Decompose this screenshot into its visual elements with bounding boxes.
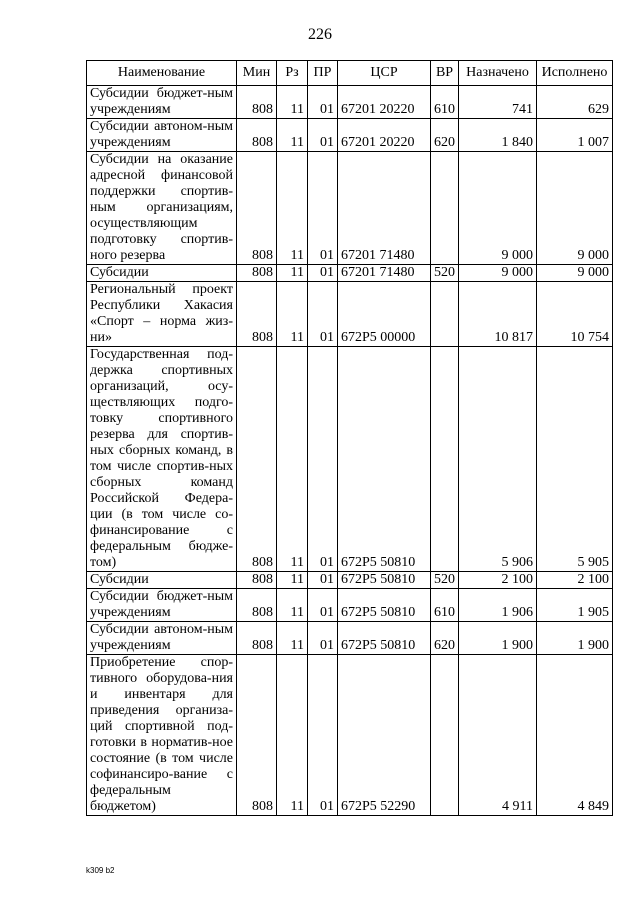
row-vr: 610: [431, 589, 459, 622]
row-executed: 1 905: [537, 589, 613, 622]
header-csr: ЦСР: [338, 61, 431, 86]
row-csr: 67201 71480: [338, 265, 431, 282]
row-executed: 5 905: [537, 347, 613, 572]
row-assigned: 10 817: [459, 282, 537, 347]
row-csr: 672P5 50810: [338, 347, 431, 572]
table-row: [87, 347, 613, 572]
row-vr: [431, 152, 459, 265]
row-rz: 11: [277, 86, 308, 119]
table-row: [87, 265, 613, 282]
row-csr: 67201 20220: [338, 86, 431, 119]
row-pr: 01: [308, 265, 338, 282]
row-csr: 67201 71480: [338, 152, 431, 265]
table-row: [87, 589, 613, 622]
header-executed: Исполнено: [537, 61, 613, 86]
row-vr: 620: [431, 622, 459, 655]
row-name: Субсидии бюджет-ным учреждениям: [87, 589, 237, 622]
row-pr: 01: [308, 152, 338, 265]
header-name: Наименование: [87, 61, 237, 86]
row-rz: 11: [277, 572, 308, 589]
row-assigned: 1 900: [459, 622, 537, 655]
row-min: 808: [237, 622, 277, 655]
row-pr: 01: [308, 282, 338, 347]
row-assigned: 9 000: [459, 152, 537, 265]
row-min: 808: [237, 655, 277, 816]
row-csr: 67201 20220: [338, 119, 431, 152]
row-executed: 2 100: [537, 572, 613, 589]
row-vr: [431, 347, 459, 572]
row-min: 808: [237, 86, 277, 119]
table-header-row: [87, 61, 613, 86]
row-csr: 672P5 50810: [338, 572, 431, 589]
budget-table: [86, 60, 613, 816]
table-row: [87, 119, 613, 152]
row-rz: 11: [277, 282, 308, 347]
row-rz: 11: [277, 622, 308, 655]
row-executed: 10 754: [537, 282, 613, 347]
row-name: Государственная под-держка спортивных организаций, осу-ществляющих подго-товку спортивного резерва для спортив-ных сборных команд, в том числе спортив-ных сборных команд Российской Федера-ции (в том числе со-финансирование с федеральным бюдже-том): [87, 347, 237, 572]
row-name: Субсидии бюджет-ным учреждениям: [87, 86, 237, 119]
row-assigned: 1 906: [459, 589, 537, 622]
row-csr: 672P5 50810: [338, 589, 431, 622]
row-min: 808: [237, 282, 277, 347]
row-executed: 1 007: [537, 119, 613, 152]
row-executed: 9 000: [537, 152, 613, 265]
row-pr: 01: [308, 119, 338, 152]
row-assigned: 9 000: [459, 265, 537, 282]
row-vr: 520: [431, 572, 459, 589]
row-name: Приобретение спор-тивного оборудова-ния и инвентаря для приведения организа-ций спортивной под-готовки в норматив-ное состояние (в том числе софинансиро-вание с федеральным бюджетом): [87, 655, 237, 816]
row-min: 808: [237, 119, 277, 152]
row-assigned: 1 840: [459, 119, 537, 152]
row-name: Субсидии на оказание адресной финансовой поддержки спортив-ным организациям, осуществляющим подготовку спортив-ного резерва: [87, 152, 237, 265]
row-name: Субсидии: [87, 572, 237, 589]
table-row: [87, 86, 613, 119]
row-vr: 520: [431, 265, 459, 282]
header-pr: ПР: [308, 61, 338, 86]
row-min: 808: [237, 265, 277, 282]
row-name: Субсидии автоном-ным учреждениям: [87, 119, 237, 152]
row-pr: 01: [308, 655, 338, 816]
footer-code: k309 b2: [86, 866, 115, 875]
row-assigned: 2 100: [459, 572, 537, 589]
row-executed: 629: [537, 86, 613, 119]
page-number: 226: [308, 26, 332, 43]
row-rz: 11: [277, 347, 308, 572]
row-name: Субсидии: [87, 265, 237, 282]
row-pr: 01: [308, 347, 338, 572]
table-row: [87, 282, 613, 347]
row-executed: 9 000: [537, 265, 613, 282]
header-vr: ВР: [431, 61, 459, 86]
row-name: Региональный проект Республики Хакасия «Спорт – норма жиз-ни»: [87, 282, 237, 347]
row-rz: 11: [277, 589, 308, 622]
row-min: 808: [237, 152, 277, 265]
row-assigned: 4 911: [459, 655, 537, 816]
row-csr: 672P5 00000: [338, 282, 431, 347]
row-pr: 01: [308, 622, 338, 655]
row-executed: 1 900: [537, 622, 613, 655]
row-vr: 610: [431, 86, 459, 119]
row-rz: 11: [277, 152, 308, 265]
row-min: 808: [237, 589, 277, 622]
header-assigned: Назначено: [459, 61, 537, 86]
table-row: [87, 572, 613, 589]
row-executed: 4 849: [537, 655, 613, 816]
row-min: 808: [237, 347, 277, 572]
table-row: [87, 622, 613, 655]
row-assigned: 741: [459, 86, 537, 119]
row-pr: 01: [308, 589, 338, 622]
row-assigned: 5 906: [459, 347, 537, 572]
table-row: [87, 655, 613, 816]
row-vr: [431, 655, 459, 816]
row-vr: 620: [431, 119, 459, 152]
table-row: [87, 152, 613, 265]
row-pr: 01: [308, 572, 338, 589]
row-rz: 11: [277, 119, 308, 152]
row-csr: 672P5 52290: [338, 655, 431, 816]
row-min: 808: [237, 572, 277, 589]
row-rz: 11: [277, 265, 308, 282]
row-vr: [431, 282, 459, 347]
header-min: Мин: [237, 61, 277, 86]
header-rz: Рз: [277, 61, 308, 86]
row-pr: 01: [308, 86, 338, 119]
row-name: Субсидии автоном-ным учреждениям: [87, 622, 237, 655]
row-csr: 672P5 50810: [338, 622, 431, 655]
row-rz: 11: [277, 655, 308, 816]
